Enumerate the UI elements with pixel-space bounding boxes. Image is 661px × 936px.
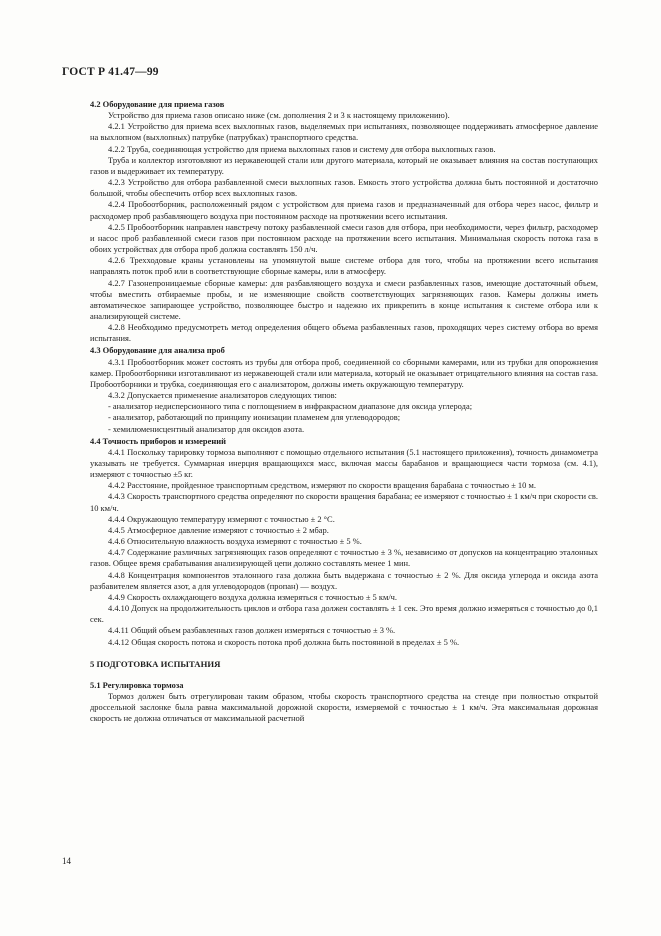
- paragraph: 4.4.4 Окружающую температуру измеряют с точностью ± 2 °С.: [108, 513, 335, 524]
- chapter-heading: 5 ПОДГОТОВКА ИСПЫТАНИЯ: [90, 658, 221, 669]
- paragraph: 4.3.2 Допускается применение анализаторов следующих типов:: [108, 390, 337, 401]
- paragraph: 4.2.2 Труба, соединяющая устройство для приема выхлопных газов и систему для отбора выхлопных газов.: [108, 143, 496, 154]
- section-heading: 4.2 Оборудование для приема газов: [90, 99, 225, 109]
- paragraph: Устройство для приема газов описано ниже (см. дополнения 2 и 3 к настоящему приложению).: [108, 110, 450, 121]
- paragraph: 4.2.5 Пробоотборник направлен навстречу потоку разбавленной смеси газов для отбора, при необходимости, через фильтр, расходомер и насос проб разбавленной смеси газов при постоянном расходе на протяжении всего испытания. Минимальная скорость потока газа в обоих устройствах для отбора проб должна составлять 150 л/ч.: [90, 221, 598, 255]
- paragraph: Тормоз должен быть отрегулирован таким образом, чтобы скорость транспортного средства на стенде при полностью открытой дроссельной заслонке была равна максимальной дорожной скорости, измеряемой с точностью ± 1 км/ч. Эта максимальная дорожная скорость не должна отличаться от максимальной расчетной: [90, 690, 598, 724]
- list-item: - анализатор недисперсионного типа с поглощением в инфракрасном диапазоне для оксида углерода;: [108, 401, 473, 412]
- document-body: [90, 98, 598, 724]
- paragraph: 4.4.11 Общий объем разбавленных газов должен измеряться с точностью ± 3 %.: [108, 625, 396, 636]
- paragraph: Труба и коллектор изготовляют из нержавеющей стали или другого материала, который не оказывает влияния на состав поступающих газов и выдерживает их температуру.: [90, 154, 598, 176]
- paragraph: 4.4.5 Атмосферное давление измеряют с точностью ± 2 мбар.: [108, 524, 329, 535]
- paragraph: 4.4.1 Поскольку тарировку тормоза выполняют с помощью отдельного испытания (5.1 настоящего приложения), точность динамометра указывать не требуется. Суммарная инерция вращающихся масс, включая массы барабанов и вращающиеся части тормоза (см. 4.1), измеряют с точностью ±5 кг.: [90, 446, 598, 480]
- paragraph: 4.2.8 Необходимо предусмотреть метод определения общего объема разбавленных газов, проходящих через систему отбора во время испытания.: [90, 322, 598, 344]
- paragraph: 4.3.1 Пробоотборник может состоять из трубы для отбора проб, соединенной со сборными камерами, или из трубки для опорожнения камер. Пробоотборники изготавливают из нержавеющей стали или материала, который не оказывает отрицательного влияния на состав газа. Пробоотборники и трубка, соединяющая его с анализатором, должны иметь окружающую температуру.: [90, 356, 598, 389]
- paragraph: 4.4.6 Относительную влажность воздуха измеряют с точностью ± 5 %.: [108, 536, 362, 547]
- paragraph: 4.4.8 Концентрация компонентов эталонного газа должна быть выдержана с точностью ± 2 %. Для оксида углерода и оксида азота разбавителем является азот, а для углеводородов (пропан) — воздух.: [90, 569, 598, 591]
- paragraph: 4.2.1 Устройство для приема всех выхлопных газов, выделяемых при испытаниях, позволяющее поддерживать атмосферное давление на выхлопном (выхлопных) патрубке (патрубках) транспортного средства.: [90, 121, 598, 143]
- paragraph: 4.2.7 Газонепроницаемые сборные камеры: для разбавляющего воздуха и смеси разбавленных газов, имеющие достаточный объем, чтобы вместить отбираемые пробы, и не изменяющие свойств соответствующих загрязняющих газов. Камеры должны иметь автоматическое запирающее устройство, позволяющее быстро и надежно их прикрепить в конце испытания к системе отбора или к анализирующей системе.: [90, 277, 598, 321]
- paragraph: 4.4.3 Скорость транспортного средства определяют по скорости вращения барабана; ее измеряют с точностью ± 1 км/ч при скорости св. 10 км/ч.: [90, 491, 598, 513]
- list-item: - анализатор, работающий по принципу ионизации пламенем для углеводородов;: [108, 412, 401, 423]
- paragraph: 4.4.2 Расстояние, пройденное транспортным средством, измеряют по скорости вращения барабана с точностью ± 10 м.: [108, 480, 536, 491]
- section-heading: 4.3 Оборудование для анализа проб: [90, 345, 225, 356]
- paragraph: 4.2.4 Пробоотборник, расположенный рядом с устройством для приема газов и предназначенный для отбора через насос, фильтр и расходомер проб разбавляющего воздуха при постоянном расходе на протяжении всего испытания.: [90, 199, 598, 221]
- paragraph: 4.2.3 Устройство для отбора разбавленной смеси выхлопных газов. Емкость этого устройства должна быть постоянной и достаточно большой, чтобы обеспечить отбор всех выхлопных газов.: [90, 177, 598, 199]
- paragraph: 4.4.10 Допуск на продолжительность циклов и отбора газа должен составлять ± 1 сек. Это время должно измеряться с точностью до 0,1 сек.: [90, 603, 598, 625]
- paragraph: 4.4.9 Скорость охлаждающего воздуха должна измеряться с точностью ± 5 км/ч.: [108, 591, 398, 602]
- page-number: 14: [62, 856, 71, 866]
- section-heading: 5.1 Регулировка тормоза: [90, 679, 184, 690]
- list-item: - хемилюменисцентный анализатор для оксидов азота.: [108, 423, 305, 434]
- paragraph: 4.2.6 Трехходовые краны установлены на упомянутой выше системе отбора для того, чтобы на протяжении всего испытания направлять поток проб или в соответствующие сборные камеры, или в атмосферу.: [90, 255, 598, 277]
- section-heading: 4.4 Точность приборов и измерений: [90, 435, 226, 446]
- document-header: ГОСТ Р 41.47—99: [62, 66, 159, 78]
- paragraph: 4.4.7 Содержание различных загрязняющих газов определяют с точностью ± 3 %, независимо от допусков на концентрацию эталонных газов. Общее время срабатывания анализирующей цепи должно составлять менее 1 мин.: [90, 547, 598, 569]
- paragraph: 4.4.12 Общая скорость потока и скорость потока проб должна быть постоянной в пределах ± 5 %.: [108, 636, 460, 647]
